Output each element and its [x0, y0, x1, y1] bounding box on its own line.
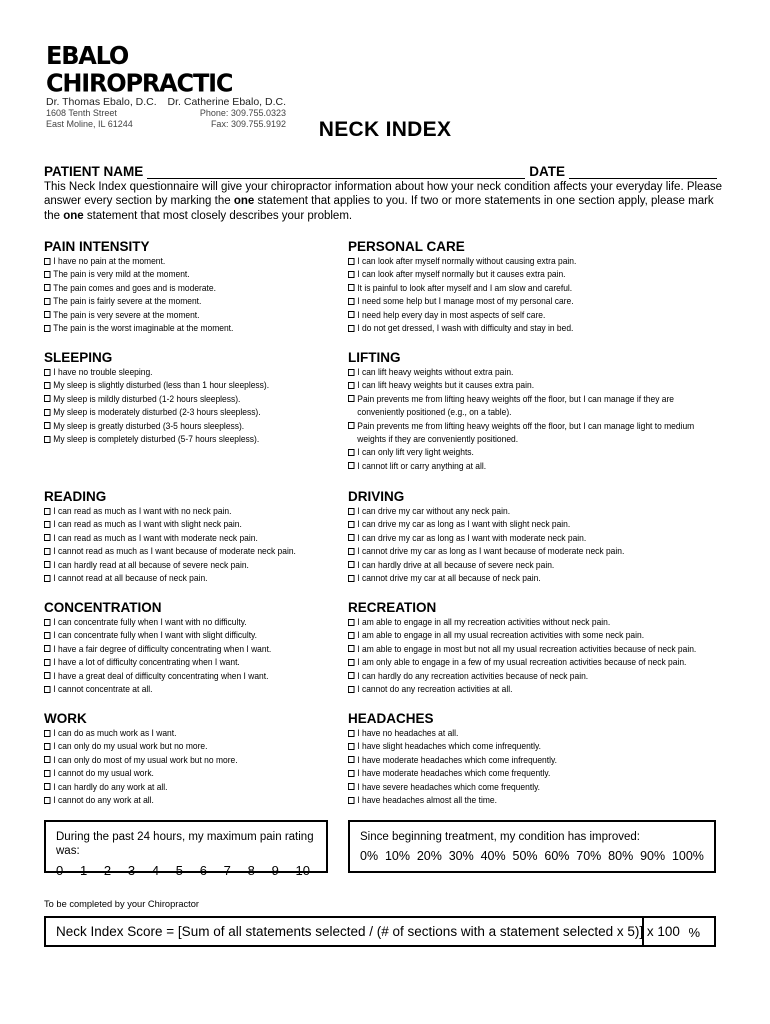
reading-items [44, 505, 315, 585]
section-lifting [348, 350, 720, 473]
option-item [348, 572, 624, 585]
option-label: I can read as much as I want with no neck pain. [53, 506, 232, 516]
checkbox[interactable] [348, 730, 355, 737]
instructions-part-3: statement that most closely describes your problem. [83, 209, 353, 222]
checkbox[interactable] [348, 311, 355, 318]
section-recreation [348, 600, 722, 696]
checkbox[interactable] [348, 619, 355, 626]
section-title: HEADACHES [348, 711, 434, 726]
clinic-name: EBALO CHIROPRACTIC [46, 40, 233, 98]
option-item [348, 295, 576, 308]
clinic-logo [46, 42, 286, 130]
instructions-part-1: This Neck Index questionnaire will give your chiropractor information about how your neck condition affects your everyday life. Please answer every section by marking the [44, 181, 722, 208]
option-label: I have a great deal of difficulty concentrating when I want. [53, 670, 269, 681]
option-item [348, 643, 696, 656]
option-label: My sleep is greatly disturbed (3-5 hours sleepless). [53, 420, 245, 431]
option-label: The pain is the worst imaginable at the moment. [53, 323, 234, 334]
option-label: I have no pain at the moment. [53, 256, 166, 266]
option-item [348, 420, 694, 433]
option-label: The pain comes and goes and is moderate. [53, 282, 216, 293]
improvement-option[interactable]: 40% [480, 849, 506, 863]
option-item [44, 393, 269, 406]
option-item [348, 727, 557, 740]
patient-row [44, 163, 724, 179]
option-item [44, 781, 238, 794]
option-item [44, 683, 271, 696]
section-title: READING [44, 489, 107, 504]
pain-intensity-items [44, 255, 248, 335]
option-item [44, 322, 233, 335]
option-item [44, 282, 233, 295]
improvement-scale [360, 849, 714, 863]
option-label: I can lift heavy weights but it causes extra pain. [357, 380, 535, 391]
option-item [348, 518, 624, 531]
option-label: I can hardly do any work at all. [53, 781, 168, 792]
pain-rating-option[interactable]: 10 [295, 863, 310, 878]
option-label: I am only able to engage in a few of my usual recreation activities because of neck pain. [357, 657, 687, 668]
instructions [44, 180, 732, 223]
checkbox[interactable] [44, 508, 51, 515]
section-work [44, 711, 252, 807]
address-line-2: East Moline, IL 61244 [46, 119, 133, 129]
checkbox[interactable] [348, 770, 355, 777]
doctor-names [46, 96, 286, 108]
section-headaches [348, 711, 573, 807]
lifting-items [348, 366, 720, 473]
pain-rating-option[interactable]: 5 [175, 863, 183, 878]
checkbox[interactable] [348, 284, 355, 291]
checkbox[interactable] [44, 575, 51, 582]
checkbox[interactable] [44, 521, 51, 528]
option-label: I have no trouble sleeping. [53, 367, 153, 377]
option-item [44, 255, 233, 268]
option-label: My sleep is completely disturbed (5-7 hours sleepless). [53, 434, 260, 445]
checkbox[interactable] [44, 382, 51, 389]
option-item [348, 268, 576, 281]
option-label: I have a lot of difficulty concentrating when I want. [53, 657, 240, 668]
date-field[interactable] [569, 167, 717, 179]
section-pain-intensity [44, 239, 248, 335]
option-item [348, 446, 694, 459]
option-item [44, 656, 271, 669]
option-label: My sleep is slightly disturbed (less than 1 hour sleepless). [53, 380, 270, 391]
option-label: I cannot drive my car as long as I want because of moderate neck pain. [357, 546, 625, 557]
checkbox[interactable] [348, 271, 355, 278]
section-title: WORK [44, 711, 87, 726]
checkbox[interactable] [44, 284, 51, 291]
option-label: I can drive my car without any neck pain. [357, 506, 511, 516]
checkbox[interactable] [44, 686, 51, 693]
option-item [348, 559, 624, 572]
checkbox[interactable] [348, 325, 355, 332]
option-item [348, 255, 576, 268]
option-label: I do not get dressed, I wash with difficulty and stay in bed. [357, 323, 574, 334]
checkbox[interactable] [44, 422, 51, 429]
option-item [348, 683, 696, 696]
option-label: I am able to engage in most but not all my usual recreation activities because of neck pain. [357, 643, 697, 654]
option-item [44, 629, 271, 642]
checkbox[interactable] [348, 548, 355, 555]
work-items [44, 727, 252, 807]
option-item [44, 767, 238, 780]
option-item [44, 616, 271, 629]
option-label: The pain is very mild at the moment. [53, 269, 190, 280]
checkbox[interactable] [348, 258, 355, 265]
checkbox[interactable] [348, 422, 355, 429]
option-label: I need help every day in most aspects of self care. [357, 309, 546, 320]
option-label: I have moderate headaches which come infrequently. [357, 754, 557, 765]
checkbox[interactable] [348, 534, 355, 541]
section-driving [348, 489, 645, 585]
option-label: I can look after myself normally but it causes extra pain. [357, 269, 566, 280]
option-text-continued: weights if they are conveniently positioned. [357, 434, 519, 445]
option-item [348, 460, 694, 473]
option-text-continued: conveniently positioned (e.g., on a table). [357, 407, 512, 418]
pain-rating-label: During the past 24 hours, my maximum pain rating was: [56, 831, 314, 857]
option-item [44, 295, 233, 308]
driving-items [348, 505, 645, 585]
checkbox[interactable] [44, 534, 51, 541]
option-label: I cannot concentrate at all. [53, 684, 153, 695]
section-title: CONCENTRATION [44, 600, 162, 615]
option-label: I need some help but I manage most of my personal care. [357, 296, 574, 307]
option-item [44, 794, 238, 807]
section-title: SLEEPING [44, 350, 113, 365]
option-item [44, 379, 269, 392]
option-item [44, 740, 238, 753]
option-label: I can drive my car as long as I want with moderate neck pain. [357, 532, 587, 543]
option-label: Pain prevents me from lifting heavy weights off the floor, but I can manage if they are [357, 393, 674, 404]
option-label: My sleep is moderately disturbed (2-3 hours sleepless). [53, 407, 261, 418]
option-item [348, 670, 696, 683]
section-concentration [44, 600, 288, 696]
score-percent-field[interactable] [644, 916, 716, 947]
option-item [44, 366, 269, 379]
option-label: I can hardly read at all because of severe neck pain. [53, 559, 249, 570]
improvement-option[interactable]: 20% [416, 849, 442, 863]
checkbox[interactable] [44, 561, 51, 568]
option-item [44, 406, 269, 419]
option-item [348, 532, 624, 545]
option-item [348, 505, 624, 518]
pain-rating-option[interactable]: 0 [56, 863, 64, 878]
checkbox[interactable] [348, 645, 355, 652]
checkbox[interactable] [348, 395, 355, 402]
pain-rating-option[interactable]: 4 [151, 863, 160, 878]
improvement-option[interactable]: 90% [640, 849, 666, 863]
section-title: RECREATION [348, 600, 437, 615]
checkbox[interactable] [44, 271, 51, 278]
checkbox[interactable] [44, 659, 51, 666]
option-item [348, 379, 694, 392]
option-item [348, 545, 624, 558]
section-reading [44, 489, 315, 585]
pain-rating-option[interactable]: 1 [79, 863, 88, 878]
checkbox[interactable] [348, 521, 355, 528]
checkbox[interactable] [44, 797, 51, 804]
checkbox[interactable] [44, 311, 51, 318]
sleeping-items [44, 366, 286, 446]
checkbox[interactable] [44, 645, 51, 652]
checkbox[interactable] [44, 770, 51, 777]
option-item [44, 309, 233, 322]
chiropractor-note: To be completed by your Chiropractor [44, 899, 200, 909]
option-item [348, 366, 694, 379]
section-sleeping [44, 350, 286, 446]
pain-rating-scale [56, 863, 326, 878]
instructions-part-2: statement that applies to you. If two or more statements in one section apply, please mark the [44, 195, 714, 222]
pain-rating-option[interactable]: 6 [199, 863, 207, 878]
option-label: I cannot lift or carry anything at all. [357, 460, 487, 471]
improvement-option[interactable]: 10% [384, 849, 410, 863]
clinic-fax: Fax: 309.755.9192 [210, 119, 286, 129]
checkbox[interactable] [348, 508, 355, 515]
section-title: PAIN INTENSITY [44, 239, 150, 254]
option-label: I can read as much as I want with moderate neck pain. [53, 532, 258, 543]
option-label: I can only do most of my usual work but no more. [53, 754, 238, 765]
page-title: NECK INDEX [318, 118, 452, 141]
checkbox[interactable] [44, 743, 51, 750]
pain-rating-option[interactable]: 3 [127, 863, 136, 878]
pain-rating-option[interactable]: 9 [271, 863, 279, 878]
option-item [348, 656, 696, 669]
improvement-option[interactable]: 50% [512, 849, 538, 863]
option-item [44, 727, 238, 740]
checkbox[interactable] [348, 686, 355, 693]
instructions-emphasis-2: one [63, 209, 84, 222]
option-label: I can concentrate fully when I want with no difficulty. [53, 617, 247, 627]
improvement-box [348, 820, 716, 873]
option-label: I can read as much as I want with slight neck pain. [53, 519, 242, 530]
checkbox[interactable] [348, 672, 355, 679]
checkbox[interactable] [348, 462, 355, 469]
option-label: I have a fair degree of difficulty concentrating when I want. [53, 643, 272, 654]
improvement-option[interactable]: 70% [576, 849, 602, 863]
concentration-items [44, 616, 288, 696]
option-item [348, 282, 576, 295]
checkbox[interactable] [44, 548, 51, 555]
checkbox[interactable] [348, 369, 355, 376]
improvement-option[interactable]: 100% [671, 849, 704, 863]
checkbox[interactable] [44, 395, 51, 402]
checkbox[interactable] [44, 783, 51, 790]
improvement-option[interactable]: 0% [360, 849, 379, 863]
option-item [348, 781, 557, 794]
option-label: I cannot do any recreation activities at all. [357, 684, 513, 695]
checkbox[interactable] [348, 743, 355, 750]
checkbox[interactable] [44, 369, 51, 376]
checkbox[interactable] [348, 797, 355, 804]
option-label: I can only do my usual work but no more. [53, 741, 208, 752]
checkbox[interactable] [348, 756, 355, 763]
section-title: LIFTING [348, 350, 401, 365]
clinic-phone: Phone: 309.755.0323 [199, 108, 286, 118]
option-label: I have slight headaches which come infrequently. [357, 741, 541, 752]
option-label: My sleep is mildly disturbed (1-2 hours sleepless). [53, 393, 241, 404]
option-item [44, 754, 238, 767]
option-item [348, 616, 696, 629]
patient-name-field[interactable] [147, 167, 525, 179]
checkbox[interactable] [44, 632, 51, 639]
percent-sign: % [688, 925, 700, 940]
option-label: I can lift heavy weights without extra pain. [357, 367, 514, 377]
option-label: I cannot read at all because of neck pain. [53, 573, 208, 584]
pain-rating-option[interactable]: 8 [247, 863, 255, 878]
section-title: PERSONAL CARE [348, 239, 465, 254]
option-item [44, 670, 271, 683]
improvement-option[interactable]: 80% [608, 849, 634, 863]
option-label: It is painful to look after myself and I am slow and careful. [357, 282, 573, 293]
option-label: I can do as much work as I want. [53, 728, 177, 738]
pain-rating-option[interactable]: 2 [103, 863, 112, 878]
doctor-1: Dr. Thomas Ebalo, D.C. [46, 96, 157, 108]
checkbox[interactable] [44, 258, 51, 265]
option-item [44, 559, 296, 572]
section-title: DRIVING [348, 489, 405, 504]
option-label: I cannot drive my car at all because of neck pain. [357, 573, 541, 584]
option-label: I can concentrate fully when I want with slight difficulty. [53, 630, 257, 641]
option-item [348, 629, 696, 642]
improvement-option[interactable]: 30% [448, 849, 474, 863]
checkbox[interactable] [348, 449, 355, 456]
option-item [348, 309, 576, 322]
option-item [348, 767, 557, 780]
pain-rating-box [44, 820, 328, 878]
option-label: I have no headaches at all. [357, 728, 459, 738]
option-label: I can look after myself normally without causing extra pain. [357, 256, 577, 266]
option-label: The pain is very severe at the moment. [53, 309, 200, 320]
recreation-items [348, 616, 722, 696]
option-item [44, 545, 296, 558]
checkbox[interactable] [44, 756, 51, 763]
checkbox[interactable] [348, 382, 355, 389]
option-item [348, 393, 694, 406]
option-label: I have severe headaches which come frequently. [357, 781, 541, 792]
option-item [44, 268, 233, 281]
patient-name-label: PATIENT NAME [44, 164, 144, 179]
instructions-emphasis-1: one [233, 195, 255, 208]
option-label: I can hardly do any recreation activities because of neck pain. [357, 670, 589, 681]
option-label: I can drive my car as long as I want with slight neck pain. [357, 519, 571, 530]
checkbox[interactable] [348, 783, 355, 790]
doctor-2: Dr. Catherine Ebalo, D.C. [167, 96, 286, 108]
option-label: I am able to engage in all my recreation activities without neck pain. [357, 617, 611, 627]
option-item [44, 505, 296, 518]
option-label: I cannot do my usual work. [53, 768, 154, 779]
headaches-items [348, 727, 573, 807]
option-item [44, 518, 296, 531]
improvement-option[interactable]: 60% [544, 849, 570, 863]
address-line-1: 1608 Tenth Street [46, 108, 117, 118]
option-item [44, 532, 296, 545]
option-item [44, 433, 269, 446]
option-item [44, 643, 271, 656]
option-label: I have moderate headaches which come frequently. [357, 768, 551, 779]
checkbox[interactable] [348, 659, 355, 666]
checkbox[interactable] [44, 672, 51, 679]
section-personal-care [348, 239, 594, 335]
checkbox[interactable] [348, 561, 355, 568]
option-label: Pain prevents me from lifting heavy weights off the floor, but I can manage light to medium [357, 420, 695, 431]
option-label: The pain is fairly severe at the moment. [53, 296, 202, 307]
option-label: I can only lift very light weights. [357, 447, 474, 458]
option-item [348, 740, 557, 753]
score-formula: Neck Index Score = [Sum of all statements selected / (# of sections with a statement selected x 5)] x 100 [44, 916, 644, 947]
checkbox[interactable] [44, 298, 51, 305]
option-item [44, 572, 296, 585]
option-item [44, 420, 269, 433]
checkbox[interactable] [44, 325, 51, 332]
option-label: I cannot do any work at all. [53, 795, 154, 806]
checkbox[interactable] [44, 619, 51, 626]
option-label: I am able to engage in all my usual recreation activities with some neck pain. [357, 630, 645, 641]
checkbox[interactable] [44, 730, 51, 737]
option-item [348, 754, 557, 767]
option-label: I cannot read as much as I want because of moderate neck pain. [53, 546, 296, 557]
checkbox[interactable] [348, 298, 355, 305]
improvement-label: Since beginning treatment, my condition has improved: [360, 831, 640, 843]
option-label: I have headaches almost all the time. [357, 795, 497, 806]
pain-rating-option[interactable]: 7 [223, 863, 231, 878]
option-item [348, 322, 576, 335]
checkbox[interactable] [348, 632, 355, 639]
personal-care-items [348, 255, 594, 335]
checkbox[interactable] [348, 575, 355, 582]
checkbox[interactable] [44, 409, 51, 416]
checkbox[interactable] [44, 436, 51, 443]
option-item [348, 794, 557, 807]
option-label: I can hardly drive at all because of severe neck pain. [357, 559, 555, 570]
date-label: DATE [529, 164, 565, 179]
